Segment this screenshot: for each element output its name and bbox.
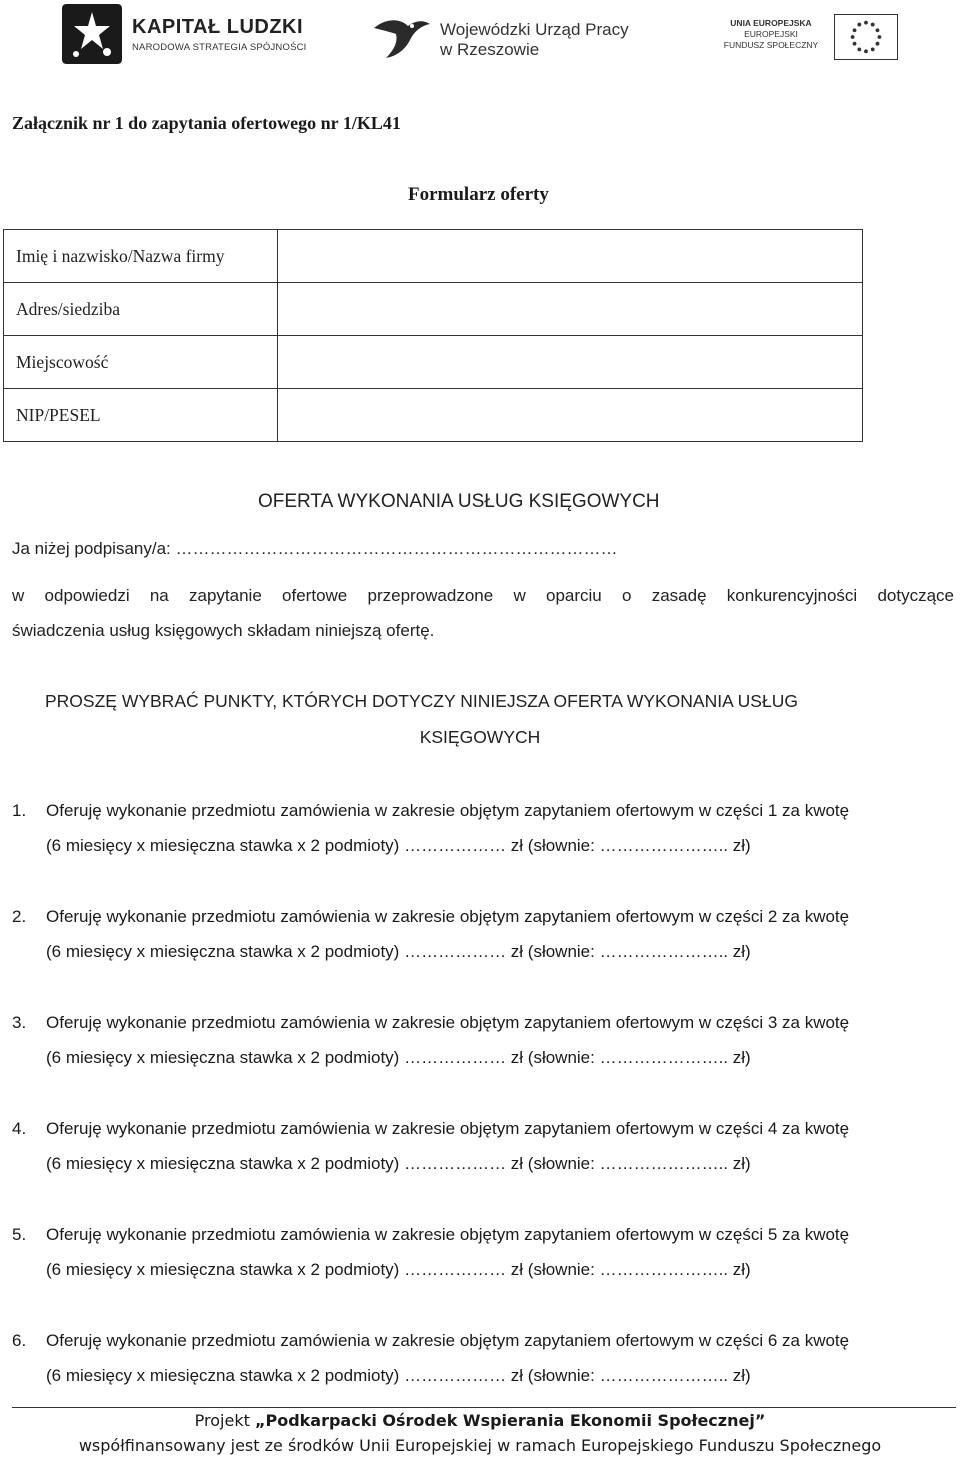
table-row [4, 230, 863, 283]
eu-text-line2: EUROPEJSKI [744, 29, 798, 39]
contractor-info-table [3, 229, 863, 442]
footer-funding-line: współfinansowany jest ze środków Unii Europejskiej w ramach Europejskiego Funduszu Społecznego [78, 1436, 882, 1455]
item-number: 6. [12, 1331, 27, 1350]
item-text: Oferuję wykonanie przedmiotu zamówienia w zakresie objętym zapytaniem ofertowym w części 4 za kwotę [46, 1119, 850, 1138]
item-number: 2. [12, 907, 27, 926]
header-logos [0, 0, 960, 70]
nip-pesel-label: NIP/PESEL [4, 389, 278, 442]
footer-project-line [0, 1411, 960, 1430]
select-instruction-line-1: PROSZĘ WYBRAĆ PUNKTY, KTÓRYCH DOTYCZY NINIEJSZA OFERTA WYKONANIA USŁUG [45, 691, 798, 711]
nip-pesel-field[interactable] [278, 389, 863, 442]
kapital-ludzki-logo [62, 4, 322, 66]
footer-project-name: „Podkarpacki Ośrodek Wspierania Ekonomii Społecznej” [254, 1411, 766, 1430]
footer-divider [12, 1407, 956, 1408]
eu-text-line1: UNIA EUROPEJSKA [730, 18, 812, 28]
name-field[interactable] [278, 230, 863, 283]
item-text: Oferuję wykonanie przedmiotu zamówienia w zakresie objętym zapytaniem ofertowym w części 3 za kwotę [46, 1013, 850, 1032]
table-row [4, 336, 863, 389]
response-line-2: świadczenia usług księgowych składam niniejszą ofertę. [12, 621, 435, 640]
item-amount-line: (6 miesięcy x miesięczna stawka x 2 podmioty) ……………… zł (słownie: ………………….. zł) [46, 1366, 751, 1385]
item-number: 1. [12, 801, 27, 820]
city-field[interactable] [278, 336, 863, 389]
item-amount-line: (6 miesięcy x miesięczna stawka x 2 podmioty) ……………… zł (słownie: ………………….. zł) [46, 1154, 751, 1173]
address-field[interactable] [278, 283, 863, 336]
kapital-ludzki-title: KAPITAŁ LUDZKI [132, 16, 304, 38]
offer-item-3 [0, 1013, 960, 1085]
item-text: Oferuję wykonanie przedmiotu zamówienia w zakresie objętym zapytaniem ofertowym w części 6 za kwotę [46, 1331, 850, 1350]
wup-logo [372, 4, 642, 66]
item-text: Oferuję wykonanie przedmiotu zamówienia w zakresie objętym zapytaniem ofertowym w części 5 za kwotę [46, 1225, 850, 1244]
table-row [4, 389, 863, 442]
offer-title: OFERTA WYKONANIA USŁUG KSIĘGOWYCH [258, 491, 660, 512]
item-number: 3. [12, 1013, 27, 1032]
signed-line: Ja niżej podpisany/a: …………………………………………………………………… [12, 539, 618, 558]
offer-item-2 [0, 907, 960, 979]
item-number: 5. [12, 1225, 27, 1244]
item-amount-line: (6 miesięcy x miesięczna stawka x 2 podmioty) ……………… zł (słownie: ………………….. zł) [46, 1048, 751, 1067]
item-amount-line: (6 miesięcy x miesięczna stawka x 2 podmioty) ……………… zł (słownie: ………………….. zł) [46, 1260, 751, 1279]
form-title: Formularz oferty [408, 184, 549, 205]
offer-item-4 [0, 1119, 960, 1191]
item-amount-line: (6 miesięcy x miesięczna stawka x 2 podmioty) ……………… zł (słownie: ………………….. zł) [46, 942, 751, 961]
item-text: Oferuję wykonanie przedmiotu zamówienia w zakresie objętym zapytaniem ofertowym w części 2 za kwotę [46, 907, 850, 926]
address-label: Adres/siedziba [4, 283, 278, 336]
attachment-title: Załącznik nr 1 do zapytania ofertowego nr 1/KL41 [12, 113, 401, 133]
response-line-1: w odpowiedzi na zapytanie ofertowe przeprowadzone w oparciu o zasadę konkurencyjności dotyczące [12, 586, 954, 605]
eu-text-line3: FUNDUSZ SPOŁECZNY [723, 40, 819, 50]
wup-name-line2: w Rzeszowie [440, 40, 540, 59]
eu-text [712, 18, 830, 51]
offer-item-6 [0, 1331, 960, 1403]
offer-item-5 [0, 1225, 960, 1297]
city-label: Miejscowość [4, 336, 278, 389]
wup-bird-icon [372, 14, 432, 60]
table-row [4, 283, 863, 336]
eu-logo [712, 4, 902, 66]
wup-name-line1: Wojewódzki Urząd Pracy [440, 20, 629, 39]
item-number: 4. [12, 1119, 27, 1138]
kapital-ludzki-emblem-icon [62, 4, 122, 64]
item-text: Oferuję wykonanie przedmiotu zamówienia w zakresie objętym zapytaniem ofertowym w części 1 za kwotę [46, 801, 850, 820]
select-instruction-line-2: KSIĘGOWYCH [419, 727, 541, 747]
eu-flag-icon [834, 14, 898, 60]
kapital-ludzki-subtitle: NARODOWA STRATEGIA SPÓJNOŚCI [132, 42, 307, 53]
name-label: Imię i nazwisko/Nazwa firmy [4, 230, 278, 283]
item-amount-line: (6 miesięcy x miesięczna stawka x 2 podmioty) ……………… zł (słownie: ………………….. zł) [46, 836, 751, 855]
footer-project-prefix: Projekt [194, 1411, 255, 1430]
offer-item-1 [0, 801, 960, 873]
